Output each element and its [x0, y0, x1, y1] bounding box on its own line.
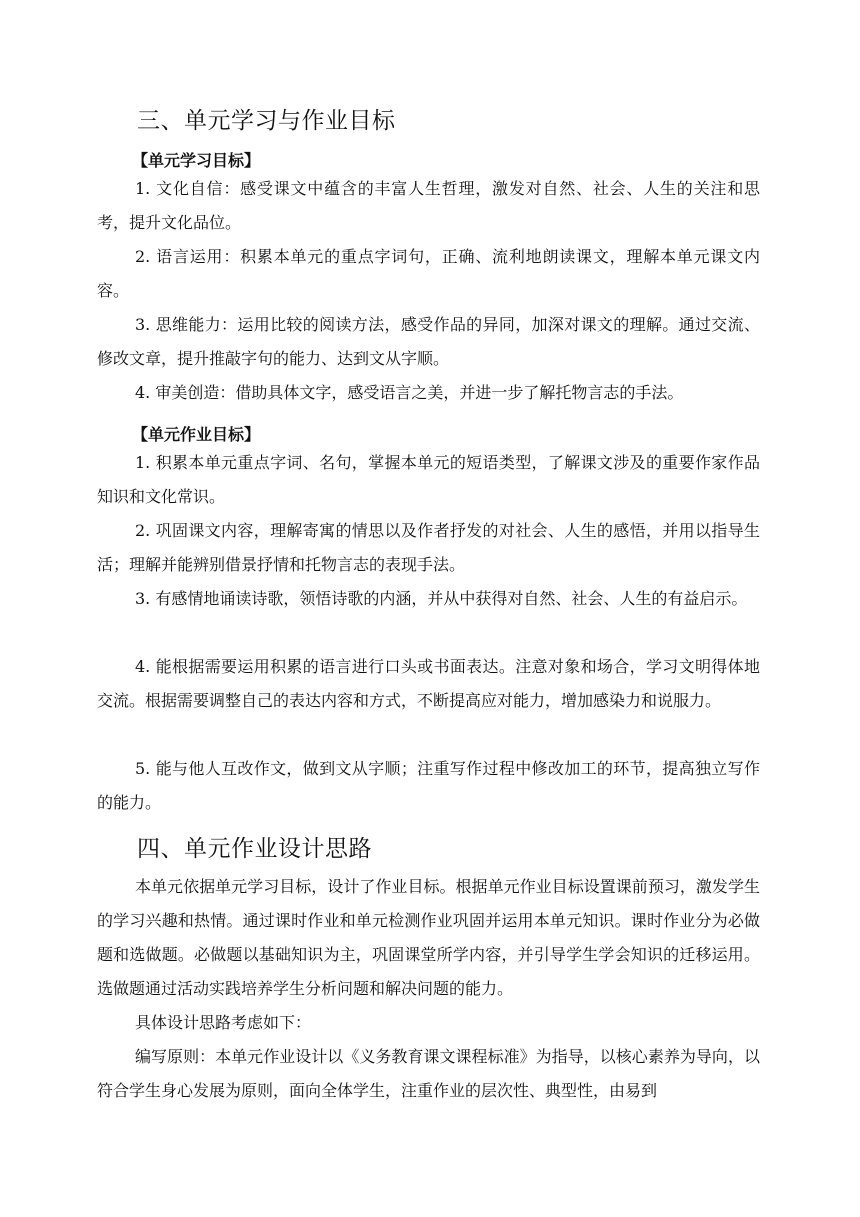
- learning-goal-item: 3. 思维能力：运用比较的阅读方法，感受作品的异同，加深对课文的理解。通过交流、修改文章，提升推敲字句的能力、达到文从字顺。: [97, 315, 760, 368]
- design-paragraph: 编写原则：本单元作业设计以《义务教育课文课程标准》为指导，以核心素养为导向，以符合学生身心发展为原则，面向全体学生，注重作业的层次性、典型性，由易到: [97, 1047, 760, 1100]
- section-4-heading: 四、单元作业设计思路: [137, 836, 372, 862]
- design-paragraph: 本单元依据单元学习目标，设计了作业目标。根据单元作业目标设置课前预习，激发学生的学习兴趣和热情。通过课时作业和单元检测作业巩固并运用本单元知识。课时作业分为必做题和选做题。必做题以基础知识为主，巩固课堂所学内容，并引导学生学会知识的迁移运用。选做题通过活动实践培养学生分析问题和解决问题的能力。: [97, 877, 760, 998]
- homework-goal-item: 4. 能根据需要运用积累的语言进行口头或书面表达。注意对象和场合，学习文明得体地交流。根据需要调整自己的表达内容和方式，不断提高应对能力，增加感染力和说服力。: [97, 657, 760, 710]
- homework-goal-item: 3. 有感情地诵读诗歌，领悟诗歌的内涵，并从中获得对自然、社会、人生的有益启示。: [135, 589, 748, 608]
- learning-goal-item: 1. 文化自信：感受课文中蕴含的丰富人生哲理，激发对自然、社会、人生的关注和思考，提升文化品位。: [97, 179, 760, 232]
- homework-goal-item: 2. 巩固课文内容，理解寄寓的情思以及作者抒发的对社会、人生的感悟，并用以指导生活；理解并能辨别借景抒情和托物言志的表现手法。: [97, 521, 760, 574]
- homework-goal-item: 5. 能与他人互改作文，做到文从字顺；注重写作过程中修改加工的环节，提高独立写作的能力。: [97, 759, 760, 812]
- design-paragraph: 具体设计思路考虑如下：: [135, 1013, 312, 1032]
- learning-goals-title: 【单元学习目标】: [132, 151, 261, 170]
- section-3-heading: 三、单元学习与作业目标: [137, 108, 396, 134]
- homework-goals-title: 【单元作业目标】: [132, 425, 261, 444]
- learning-goal-item: 2. 语言运用：积累本单元的重点字词句，正确、流利地朗读课文，理解本单元课文内容。: [97, 247, 760, 300]
- homework-goal-item: 1. 积累本单元重点字词、名句，掌握本单元的短语类型，了解课文涉及的重要作家作品知识和文化常识。: [97, 453, 760, 506]
- learning-goal-item: 4. 审美创造：借助具体文字，感受语言之美，并进一步了解托物言志的手法。: [135, 383, 684, 402]
